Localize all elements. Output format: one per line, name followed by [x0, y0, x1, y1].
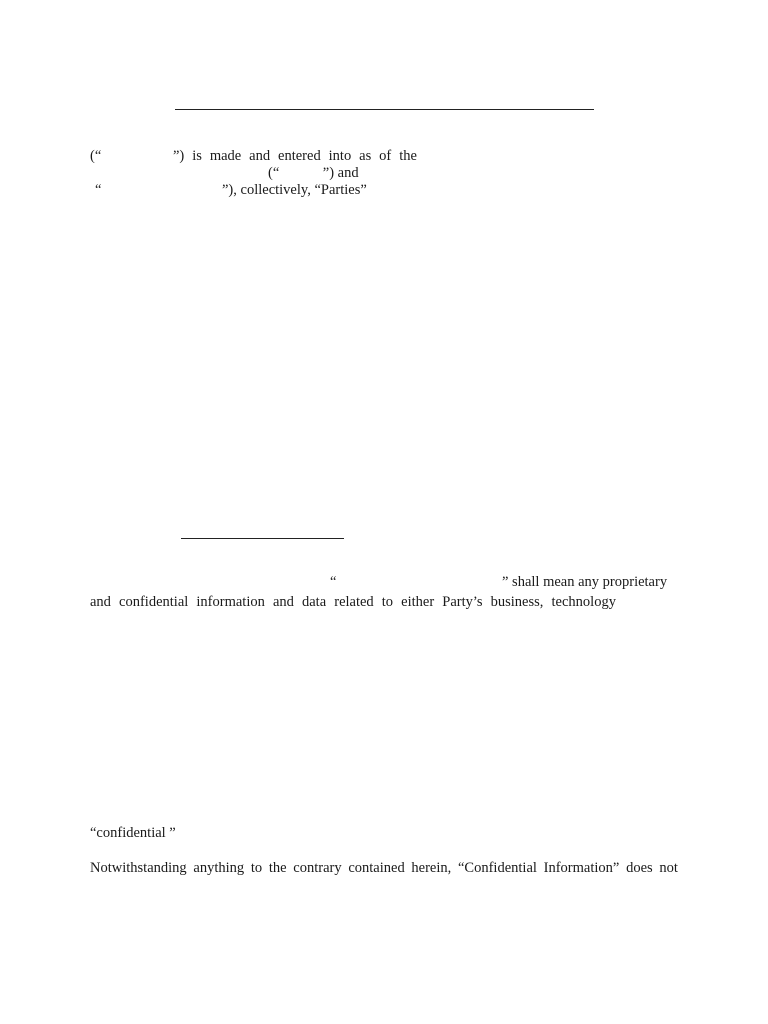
definition-line2-word: related [334, 594, 374, 610]
notwithstanding-line-word: herein, [411, 860, 452, 876]
intro-line1 [173, 148, 417, 165]
intro-line3: ”), collectively, “Parties” [222, 182, 367, 198]
intro-line1-word: made [209, 148, 242, 164]
confidential-label: “confidential ” [90, 825, 176, 841]
intro-line3-open-quote: “ [95, 182, 102, 198]
notwithstanding-line-word: does [626, 860, 653, 876]
notwithstanding-line-word: not [659, 860, 678, 876]
intro-line1-open-quote: (“ [90, 148, 102, 164]
intro-line1-word: into [328, 148, 352, 164]
intro-line1-word: is [192, 148, 202, 164]
definition-line2 [90, 594, 616, 611]
notwithstanding-line-word: Information” [543, 860, 620, 876]
intro-line1-word: of [379, 148, 392, 164]
intro-line2: (“ ”) and [268, 165, 359, 181]
notwithstanding-line-word: contained [348, 860, 405, 876]
definition-line1: ” shall mean any proprietary [502, 574, 668, 590]
definition-line2-word: data [301, 594, 327, 610]
title-underline [175, 109, 594, 110]
definition-open-quote: “ [330, 574, 337, 590]
notwithstanding-line-word: to [250, 860, 263, 876]
intro-line1-word: ”) [173, 148, 185, 164]
definition-line2-word: technology [551, 594, 616, 610]
intro-line1-word: as [359, 148, 372, 164]
definition-line2-word: to [381, 594, 394, 610]
notwithstanding-line [90, 860, 678, 877]
definition-line2-word: either [401, 594, 435, 610]
notwithstanding-line-word: the [268, 860, 287, 876]
notwithstanding-line-word: contrary [293, 860, 342, 876]
definition-line2-word: Party’s [442, 594, 483, 610]
definition-line2-word: and [90, 594, 111, 610]
notwithstanding-line-word: Notwithstanding [90, 860, 187, 876]
intro-line1-word: entered [278, 148, 321, 164]
notwithstanding-line-word: “Confidential [458, 860, 537, 876]
definition-line2-word: business, [490, 594, 544, 610]
section-heading-underline [181, 538, 344, 539]
intro-line1-word: and [249, 148, 271, 164]
definition-line2-word: confidential [119, 594, 189, 610]
definition-line2-word: and [272, 594, 294, 610]
definition-line2-word: information [196, 594, 265, 610]
notwithstanding-line-word: anything [193, 860, 245, 876]
intro-line1-word: the [399, 148, 417, 164]
